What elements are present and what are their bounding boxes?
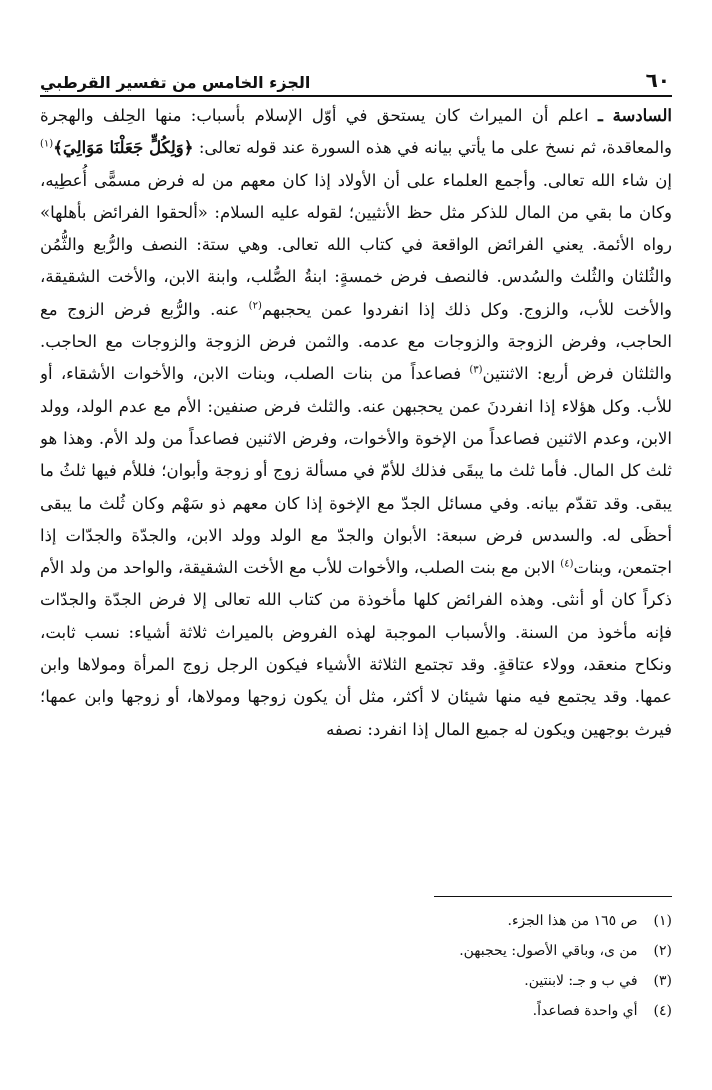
footnote-number: (١) bbox=[653, 913, 672, 929]
section-lead: السادسة ـ bbox=[597, 106, 672, 125]
quran-verse: ﴿وَلِكُلٍّ جَعَلْنَا مَوَالِيَ﴾ bbox=[53, 138, 194, 158]
footnote-number: (٣) bbox=[653, 973, 672, 989]
footnote-item bbox=[40, 996, 672, 1026]
footnote-text: أي واحدة فصاعداً. bbox=[532, 1003, 638, 1019]
footnote-number: (٢) bbox=[653, 943, 672, 959]
running-title: الجزء الخامس من تفسير القرطبي bbox=[40, 73, 311, 92]
footnote-text: من ى، وباقي الأصول: يحجبهن. bbox=[459, 943, 638, 959]
footnote-text: ص ١٦٥ من هذا الجزء. bbox=[507, 913, 638, 929]
text-segment-5: الابن مع بنت الصلب، والأخوات للأب مع الأخت الشقيقة، والواحد من ولد الأم ذكراً كان أو أنثى. وهذه الفرائض كلها مأخوذة من كتاب الله تعالى إلا فرض الجدّة والجدّات فإنه مأخوذ من السنة. والأسباب الموجبة لهذه الفروض بالميراث ثلاثة أشياء: نسب ثابت، ونكاح منعقد، وولاء عتاقةٍ. وقد تجتمع الثلاثة الأشياء فيكون الرجل زوج المرأة ومولاها وابن عمها. وقد يجتمع فيه منها شيئان لا أكثر، مثل أن يكون زوجها ومولاها، أو زوجها وابن عمها؛ فيرث بوجهين ويكون له جميع المال إذا انفرد: نصفه bbox=[40, 558, 672, 739]
footnote-rule bbox=[434, 896, 672, 897]
footnotes bbox=[40, 906, 672, 1026]
footnote-ref-3[interactable]: (٣) bbox=[469, 364, 483, 376]
running-header bbox=[40, 62, 672, 92]
main-text bbox=[40, 100, 672, 872]
text-segment-1: اعلم أن الميراث كان يستحق في أوّل الإسلام بأسباب: منها الحِلف والهجرة والمعاقدة، ثم نسخ على ما يأتي بيانه في هذه السورة عند قوله تعالى: bbox=[40, 106, 672, 158]
footnote-ref-4[interactable]: (٤) bbox=[560, 558, 574, 570]
text-segment-4: فصاعداً من بنات الصلب، وبنات الابن، والأخوات الأشقاء، أو للأب. وكل هؤلاء إذا انفردنَ عمن يحجبهن عنه. والثلث فرض صنفين: الأم مع عدم الولد، وولد الابن، وعدم الاثنين فصاعداً من الإخوة والأخوات، وفرض الاثنين فصاعداً من ولد الأم. وهذا هو ثلث كل المال. فأما ثلث ما يبقَى فذلك للأمّ في مسألة زوج أو زوجة وأبوان؛ فللأم فيها ثلثُ ما يبقى. وقد تقدّم بيانه. وفي مسائل الجدّ مع الإخوة إذا كان معهم ذو سَهْم وكان ثُلث ما يبقى أحظَى له. والسدس فرض سبعة: الأبوان والجدّ مع الولد وولد الابن، والجدّة والجدّات إذا اجتمعن، وبنات bbox=[40, 364, 672, 578]
paragraph bbox=[40, 100, 672, 746]
header-rule bbox=[40, 95, 672, 97]
page-number: ٦٠ bbox=[645, 68, 670, 92]
footnote-number: (٤) bbox=[653, 1003, 672, 1019]
footnote-text: في ب و جـ: لابنتين. bbox=[524, 973, 638, 989]
footnote-item bbox=[40, 966, 672, 996]
text-segment-3: عنه. والرُّبع فرض الزوج مع الحاجب، وفرض الزوجة والزوجات مع عدمه. والثمن فرض الزوجة والزوجات مع الحاجب. والثلثان فرض أربع: الاثنتين bbox=[40, 299, 672, 384]
footnote-ref-1[interactable]: (١) bbox=[40, 138, 54, 150]
text-segment-2: إن شاء الله تعالى. وأجمع العلماء على أن الأولاد إذا كان معهم من له فرض مسمًّى أُعطِيه، وكان ما بقي من المال للذكر مثل حظ الأنثيين؛ لقوله عليه السلام: «ألحقوا الفرائض بأهلها» رواه الأئمة. يعني الفرائض الواقعة في كتاب الله تعالى. وهي ستة: النصف والرُّبع والثُّمُن والثُلثان والثُلث والسُدس. فالنصف فرض خمسةٍ: ابنةُ الصُّلب، وابنة الابن، والأخت الشقيقة، والأخت للأب، والزوج. وكل ذلك إذا انفردوا عمن يحجبهم bbox=[40, 170, 672, 319]
footnote-item bbox=[40, 936, 672, 966]
footnote-item bbox=[40, 906, 672, 936]
footnote-ref-2[interactable]: (٢) bbox=[248, 300, 262, 312]
